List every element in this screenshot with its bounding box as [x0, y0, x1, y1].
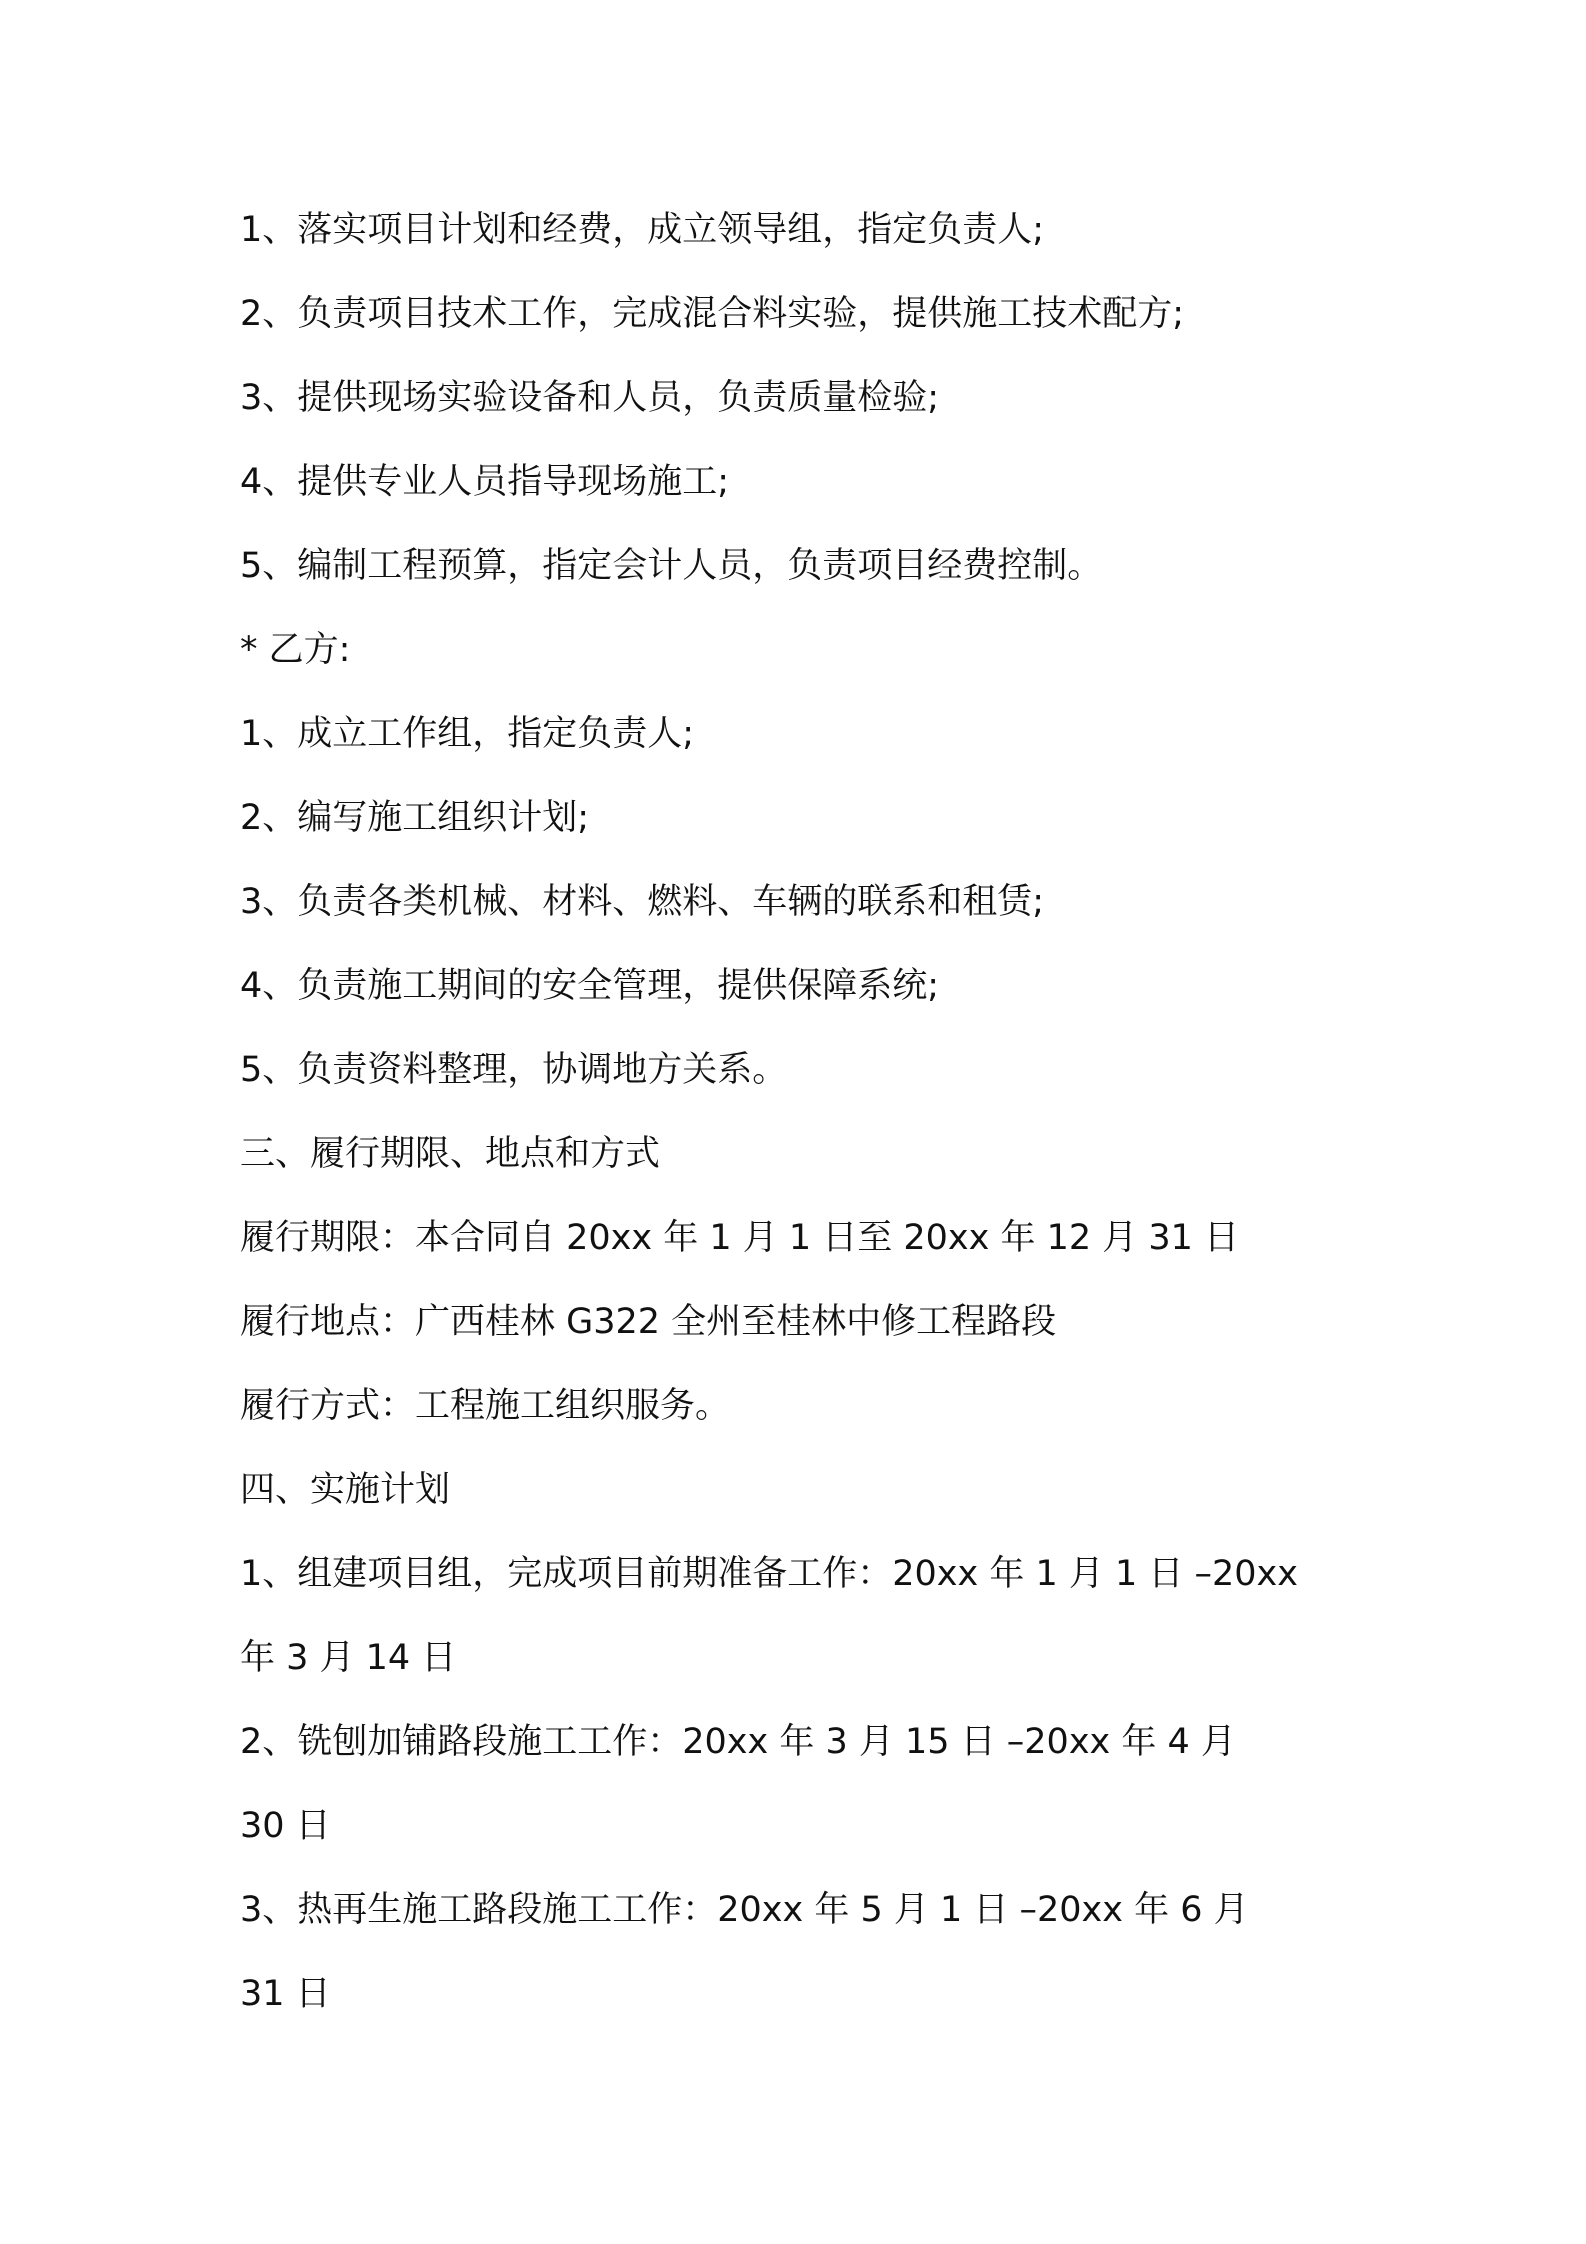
section-heading: * 乙方:	[240, 630, 351, 670]
text-line: 4、提供专业人员指导现场施工;	[240, 462, 730, 502]
document-body	[240, 198, 1370, 2046]
text-line: 2、负责项目技术工作，完成混合料实验，提供施工技术配方;	[240, 294, 1185, 334]
text-line: 2、编写施工组织计划;	[240, 798, 590, 838]
text-line: 1、落实项目计划和经费，成立领导组，指定负责人;	[240, 210, 1045, 250]
text-line: 履行期限：本合同自 20xx 年 1 月 1 日至 20xx 年 12 月 31 日	[240, 1218, 1240, 1258]
section-heading: 四、实施计划	[240, 1470, 451, 1510]
text-line: 3、负责各类机械、材料、燃料、车辆的联系和租赁;	[240, 882, 1045, 922]
text-line: 30 日	[240, 1806, 331, 1846]
text-line: 2、铣刨加铺路段施工工作：20xx 年 3 月 15 日 –20xx 年 4 月	[240, 1722, 1236, 1762]
text-line: 履行方式：工程施工组织服务。	[240, 1386, 731, 1426]
section-heading: 三、履行期限、地点和方式	[240, 1134, 661, 1174]
text-line: 31 日	[240, 1974, 331, 2014]
text-line: 4、负责施工期间的安全管理，提供保障系统;	[240, 966, 940, 1006]
text-line: 履行地点：广西桂林 G322 全州至桂林中修工程路段	[240, 1302, 1057, 1342]
text-line: 1、组建项目组，完成项目前期准备工作：20xx 年 1 月 1 日 –20xx	[240, 1554, 1298, 1594]
text-line: 5、编制工程预算，指定会计人员，负责项目经费控制。	[240, 546, 1103, 586]
text-line: 3、提供现场实验设备和人员，负责质量检验;	[240, 378, 940, 418]
text-line: 1、成立工作组，指定负责人;	[240, 714, 695, 754]
text-line: 5、负责资料整理，协调地方关系。	[240, 1050, 788, 1090]
text-line: 年 3 月 14 日	[240, 1638, 457, 1678]
text-line: 3、热再生施工路段施工工作：20xx 年 5 月 1 日 –20xx 年 6 月	[240, 1890, 1249, 1930]
